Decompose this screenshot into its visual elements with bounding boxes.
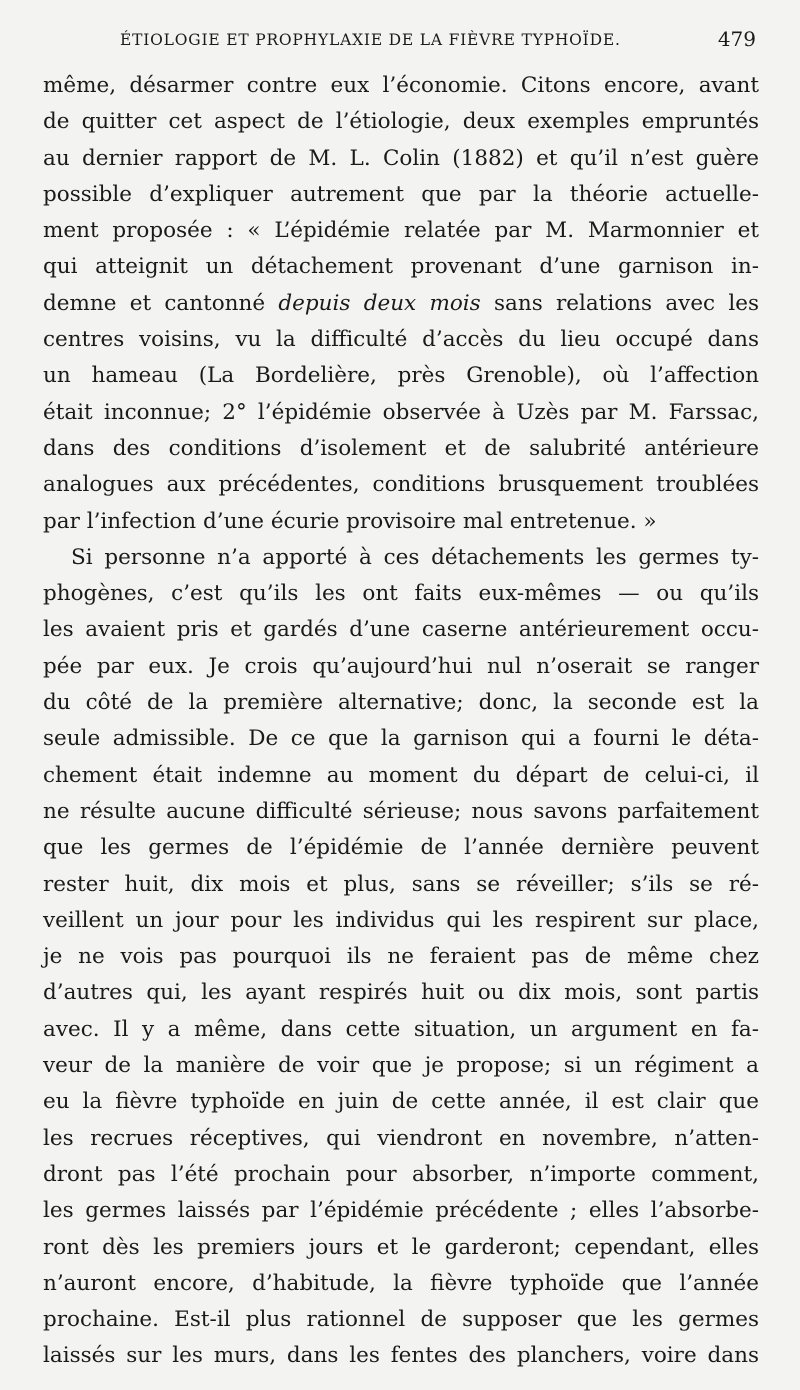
text-line: les avaient pris et gardés d’une caserne antérieurement occu- (43, 617, 759, 643)
text-line: phogènes, c’est qu’ils les ont faits eux-mêmes — ou qu’ils (43, 581, 759, 607)
text-line: possible d’expliquer autrement que par la théorie actuelle- (43, 181, 759, 207)
text-line: prochaine. Est-il plus rationnel de supposer que les germes (43, 1307, 759, 1333)
text-line: eu la fièvre typhoïde en juin de cette année, il est clair que (43, 1089, 759, 1115)
text-line: n’auront encore, d’habitude, la fièvre typhoïde que l’année (43, 1270, 759, 1296)
text-line: pée par eux. Je crois qu’aujourd’hui nul n’oserait se ranger (43, 653, 759, 679)
text-line: d’autres qui, les ayant respirés huit ou dix mois, sont partis (43, 980, 759, 1006)
text-line: ment proposée : « L’épidémie relatée par M. Marmonnier et (43, 218, 759, 244)
text-line-with-italic (43, 286, 759, 322)
text-line: chement était indemne au moment du départ de celui-ci, il (43, 762, 759, 788)
text-line: dront pas l’été prochain pour absorber, n’importe comment, (43, 1161, 759, 1187)
text-line: que les germes de l’épidémie de l’année dernière peuvent (43, 835, 759, 861)
line-start: demne et cantonné (43, 290, 266, 316)
text-line: au dernier rapport de M. L. Colin (1882) et qu’il n’est guère (43, 145, 759, 171)
text-line: centres voisins, vu la difficulté d’accès du lieu occupé dans (43, 327, 759, 353)
italic-phrase: depuis deux mois (278, 290, 481, 316)
text-line: les recrues réceptives, qui viendront en novembre, n’atten- (43, 1125, 759, 1151)
text-line: rester huit, dix mois et plus, sans se réveiller; s’ils se ré- (43, 871, 759, 897)
text-line: avec. Il y a même, dans cette situation, un argument en fa- (43, 1016, 759, 1042)
text-line: les germes laissés par l’épidémie précédente ; elles l’absorbe- (43, 1198, 759, 1224)
text-line: dans des conditions d’isolement et de salubrité antérieure (43, 435, 759, 461)
text-line: par l’infection d’une écurie provisoire mal entretenue. » (43, 508, 657, 534)
text-line: qui atteignit un détachement provenant d’une garnison in- (43, 254, 759, 280)
text-line: ront dès les premiers jours et le garderont; cependant, elles (43, 1234, 759, 1260)
running-header (44, 27, 756, 59)
paragraph-first-line: Si personne n’a apporté à ces détachements les germes ty- (71, 544, 759, 570)
text-line: seule admissible. De ce que la garnison qui a fourni le déta- (43, 726, 759, 752)
text-line: de quitter cet aspect de l’étiologie, deux exemples empruntés (43, 109, 759, 135)
page-number: 479 (717, 27, 756, 51)
text-line: du côté de la première alternative; donc, la seconde est la (43, 690, 759, 716)
running-title: ÉTIOLOGIE ET PROPHYLAXIE DE LA FIÈVRE TYPHOÏDE. (120, 31, 621, 49)
body-text (43, 68, 759, 1375)
text-line: laissés sur les murs, dans les fentes des planchers, voire dans (43, 1343, 759, 1369)
line-end: sans relations avec les (494, 290, 760, 316)
text-line: même, désarmer contre eux l’économie. Citons encore, avant (43, 73, 759, 98)
text-line: je ne vois pas pourquoi ils ne feraient pas de même chez (43, 944, 759, 970)
text-line: veillent un jour pour les individus qui les respirent sur place, (43, 907, 759, 933)
text-line: veur de la manière de voir que je propose; si un régiment a (43, 1053, 759, 1079)
text-line: était inconnue; 2° l’épidémie observée à Uzès par M. Farssac, (43, 399, 759, 425)
text-line: analogues aux précédentes, conditions brusquement troublées (43, 472, 759, 498)
text-line: ne résulte aucune difficulté sérieuse; nous savons parfaitement (43, 798, 759, 824)
text-line: un hameau (La Bordelière, près Grenoble), où l’affection (43, 363, 759, 389)
